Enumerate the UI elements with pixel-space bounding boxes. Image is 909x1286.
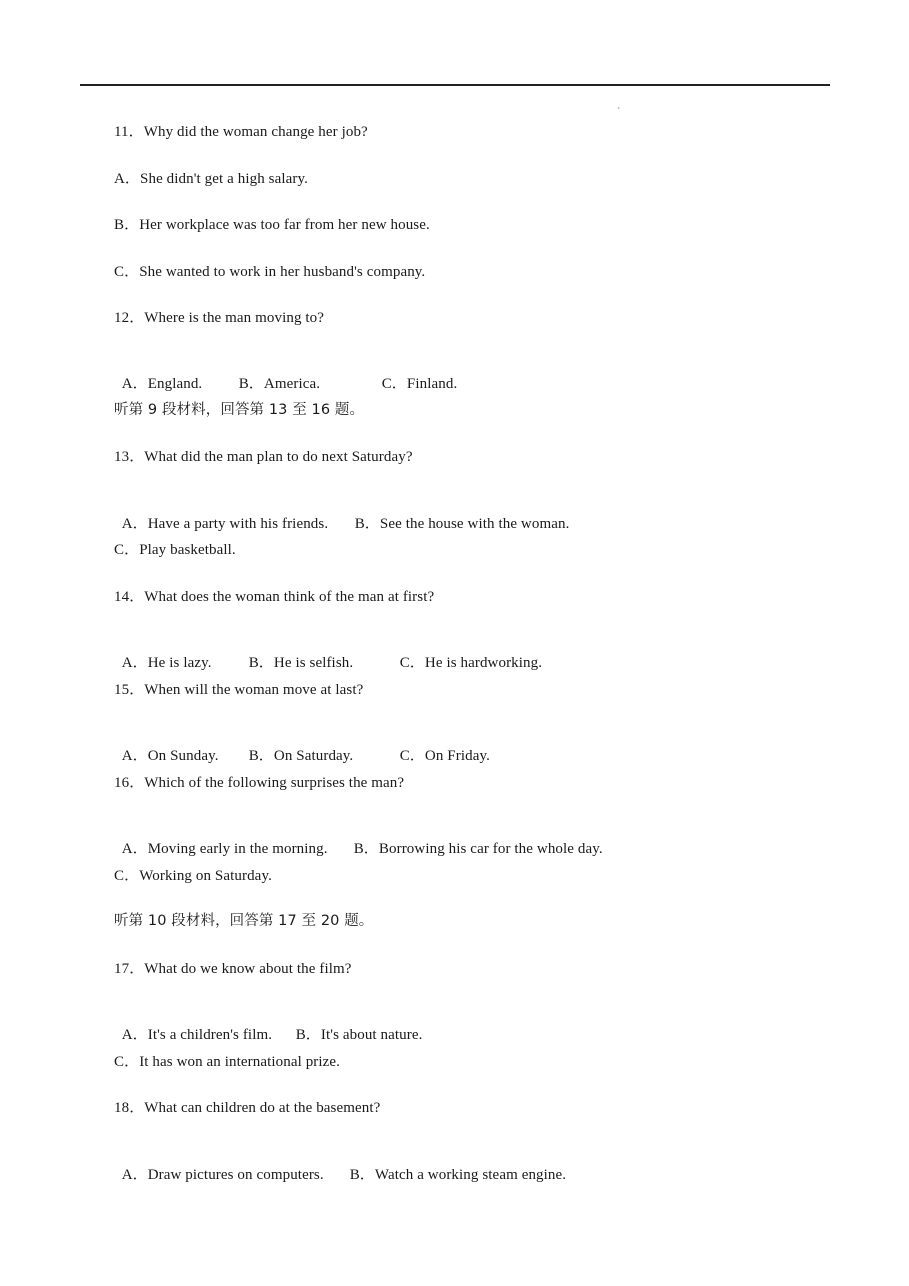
- q15-options: [114, 726, 490, 766]
- q17-option-b: B．It's about nature.: [295, 1027, 423, 1043]
- question-11: 11．Why did the woman change her job?: [114, 124, 368, 140]
- q18-options-ab: [114, 1145, 566, 1185]
- q15-option-c: C．On Friday.: [399, 748, 490, 764]
- q18-option-a: A．Draw pictures on computers.: [121, 1167, 324, 1183]
- question-14: 14．What does the woman think of the man at first?: [114, 589, 435, 605]
- q17-options-ab: [114, 1005, 422, 1045]
- q16-option-a: A．Moving early in the morning.: [121, 841, 328, 857]
- q16-option-c: C．Working on Saturday.: [114, 868, 272, 884]
- header-mark: `: [617, 107, 621, 118]
- question-15: 15．When will the woman move at last?: [114, 682, 364, 698]
- q14-options: [114, 633, 542, 673]
- q13-options-ab: [114, 494, 569, 534]
- q14-option-a: A．He is lazy.: [121, 655, 212, 671]
- section-10-instruction: 听第 10 段材料，回答第 17 至 20 题。: [114, 913, 374, 929]
- q12-options: [114, 354, 457, 394]
- q15-option-a: A．On Sunday.: [121, 748, 219, 764]
- q16-options-ab: [114, 819, 603, 859]
- q17-option-a: A．It's a children's film.: [121, 1027, 273, 1043]
- question-18: 18．What can children do at the basement?: [114, 1100, 381, 1116]
- q11-option-a: A．She didn't get a high salary.: [114, 171, 308, 187]
- q12-option-c: C．Finland.: [381, 376, 458, 392]
- q11-option-b: B．Her workplace was too far from her new house.: [114, 217, 430, 233]
- q16-option-b: B．Borrowing his car for the whole day.: [353, 841, 603, 857]
- question-12: 12．Where is the man moving to?: [114, 310, 325, 326]
- q13-option-c: C．Play basketball.: [114, 542, 236, 558]
- q12-option-b: B．America.: [238, 376, 321, 392]
- q12-option-a: A．England.: [121, 376, 203, 392]
- q14-option-b: B．He is selfish.: [248, 655, 354, 671]
- question-16: 16．Which of the following surprises the man?: [114, 775, 405, 791]
- q17-option-c: C．It has won an international prize.: [114, 1054, 341, 1070]
- q11-option-c: C．She wanted to work in her husband's company.: [114, 264, 426, 280]
- section-9-instruction: 听第 9 段材料，回答第 13 至 16 题。: [114, 402, 365, 418]
- header-rule: [80, 84, 830, 86]
- q18-option-b: B．Watch a working steam engine.: [349, 1167, 567, 1183]
- q15-option-b: B．On Saturday.: [248, 748, 354, 764]
- q13-option-b: B．See the house with the woman.: [354, 516, 570, 532]
- q14-option-c: C．He is hardworking.: [399, 655, 543, 671]
- q13-option-a: A．Have a party with his friends.: [121, 516, 329, 532]
- question-17: 17．What do we know about the film?: [114, 961, 352, 977]
- question-13: 13．What did the man plan to do next Saturday?: [114, 449, 413, 465]
